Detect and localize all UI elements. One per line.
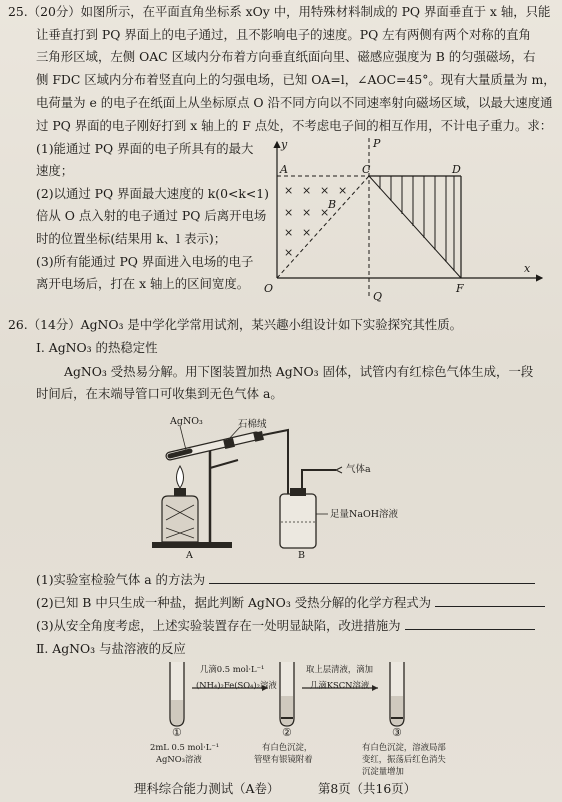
tube1-note-2: AgNO₃溶液 bbox=[156, 754, 202, 764]
svg-text:×: × bbox=[284, 206, 294, 219]
svg-text:×: × bbox=[284, 226, 294, 239]
tube3-note-2: 变红，振荡后红色消失 bbox=[362, 754, 446, 764]
svg-text:×: × bbox=[320, 184, 330, 197]
q26-line-1: 26.（14分）AgNO₃ 是中学化学常用试剂，某兴趣小组设计如下实验探究其性质。 bbox=[8, 317, 462, 332]
q26-line-4: 时间后，在末端导管口可收集到无色气体 a。 bbox=[36, 386, 283, 401]
q25-line-3: 三角形区域，左侧 OAC 区域内分布着方向垂直纸面向里、磁感应强度为 B 的匀强磁场，右 bbox=[36, 49, 536, 64]
svg-text:×: × bbox=[284, 184, 294, 197]
q26-question-2: (2)已知 B 中只生成一种盐，据此判断 AgNO₃ 受热分解的化学方程式为 bbox=[36, 595, 545, 610]
label-asbestos-wool: 石棉绒 bbox=[238, 419, 267, 430]
q26-question-3: (3)从安全角度考虑，上述实验装置存在一处明显缺陷，改进措施为 bbox=[36, 618, 535, 633]
q26-line-3: AgNO₃ 受热易分解。用下图装置加热 AgNO₃ 固体，试管内有红棕色气体生成，一段 bbox=[64, 364, 534, 379]
q25-figure bbox=[262, 136, 552, 304]
label-y: y bbox=[281, 138, 288, 151]
tube2-number: ② bbox=[282, 726, 292, 739]
segment-cf bbox=[369, 176, 461, 278]
label-agno3: AgNO₃ bbox=[170, 416, 203, 427]
q26-question-1: (1)实验室检验气体 a 的方法为 bbox=[36, 572, 535, 587]
label-b: B bbox=[298, 550, 305, 561]
q26-part1-heading: Ⅰ. AgNO₃ 的热稳定性 bbox=[36, 340, 158, 355]
label-naoh: 足量NaOH溶液 bbox=[330, 509, 399, 520]
label-q: Q bbox=[373, 290, 383, 303]
label-f: F bbox=[456, 282, 464, 295]
q25-line-6: 过 PQ 界面的电子刚好打到 x 轴上的 F 点处，不考虑电子间的相互作用，不计电子重力。求： bbox=[36, 118, 553, 133]
flow-step1-top: 几滴0.5 mol·L⁻¹ bbox=[200, 664, 265, 674]
q25-line-5: 电荷量为 e 的电子在纸面上从坐标原点 O 沿不同方向以不同速率射向磁场区域，以最大速度通 bbox=[36, 95, 553, 110]
tube1-number: ① bbox=[172, 726, 182, 739]
svg-text:×: × bbox=[338, 184, 348, 197]
tube3-note-3: 沉淀量增加 bbox=[362, 766, 404, 776]
q26-part2-heading: Ⅱ. AgNO₃ 与盐溶液的反应 bbox=[36, 641, 186, 656]
label-a: A bbox=[186, 550, 193, 561]
tube1-note-1: 2mL 0.5 mol·L⁻¹ bbox=[150, 742, 220, 752]
tube2-note-1: 有白色沉淀， bbox=[262, 742, 313, 752]
q25-sub-1: (1)能通过 PQ 界面的电子所具有的最大 bbox=[36, 141, 254, 156]
q25-sub-3: (2)以通过 PQ 界面最大速度的 k(0<k<1) bbox=[36, 186, 269, 201]
flow-step2-bottom: 几滴KSCN溶液 bbox=[310, 680, 370, 690]
svg-text:×: × bbox=[284, 246, 294, 259]
q25-sub-6: (3)所有能通过 PQ 界面进入电场的电子 bbox=[36, 254, 254, 269]
label-x: x bbox=[524, 262, 531, 275]
q25-sub-5: 时的位置坐标(结果用 k、l 表示)； bbox=[36, 231, 227, 246]
svg-text:×: × bbox=[302, 184, 312, 197]
electric-field-lines bbox=[380, 176, 454, 271]
label-c: C bbox=[362, 163, 371, 176]
answer-blank-3[interactable] bbox=[405, 618, 535, 630]
q25-line-4: 侧 FDC 区域内分布着竖直向上的匀强电场，已知 OA=l，∠AOC=45°。现有大量质量为 m， bbox=[36, 72, 556, 87]
svg-text:×: × bbox=[302, 206, 312, 219]
apparatus-figure bbox=[140, 410, 440, 560]
label-a: A bbox=[280, 163, 288, 176]
flow-step2-top: 取上层清液，滴加 bbox=[306, 664, 373, 674]
flow-step1-bottom: (NH₄)₂Fe(SO₄)₂溶液 bbox=[196, 680, 277, 690]
tube2-note-2: 管壁有银镜附着 bbox=[254, 754, 313, 764]
label-d: D bbox=[452, 163, 461, 176]
label-b: B bbox=[328, 198, 337, 211]
q25-sub-2: 速度； bbox=[36, 163, 74, 178]
footer-page-number: 第8页（共16页） bbox=[318, 781, 416, 796]
answer-blank-2[interactable] bbox=[435, 595, 545, 607]
magnetic-field-crosses bbox=[284, 184, 347, 259]
q25-sub-4: 倍从 O 点入射的电子通过 PQ 后离开电场 bbox=[36, 208, 267, 223]
svg-text:×: × bbox=[302, 226, 312, 239]
tube3-number: ③ bbox=[392, 726, 402, 739]
q25-line-2: 让垂直打到 PQ 界面上的电子通过，且不影响电子的速度。PQ 左有两侧有两个对称的直角 bbox=[36, 27, 531, 42]
q25-sub-7: 离开电场后，打在 x 轴上的区间宽度。 bbox=[36, 276, 250, 291]
answer-blank-1[interactable] bbox=[209, 572, 535, 584]
footer-title: 理科综合能力测试（A卷） bbox=[134, 781, 280, 796]
label-p: P bbox=[373, 137, 381, 150]
q25-line-1: 25.（20分）如图所示，在平面直角坐标系 xOy 中，用特殊材料制成的 PQ 界面垂直于 x 轴，只能 bbox=[8, 4, 551, 19]
label-o: O bbox=[264, 282, 274, 295]
tube3-note-1: 有白色沉淀，溶液局部 bbox=[362, 742, 446, 752]
svg-text:×: × bbox=[320, 206, 330, 219]
label-gas-a: 气体a bbox=[346, 464, 371, 475]
